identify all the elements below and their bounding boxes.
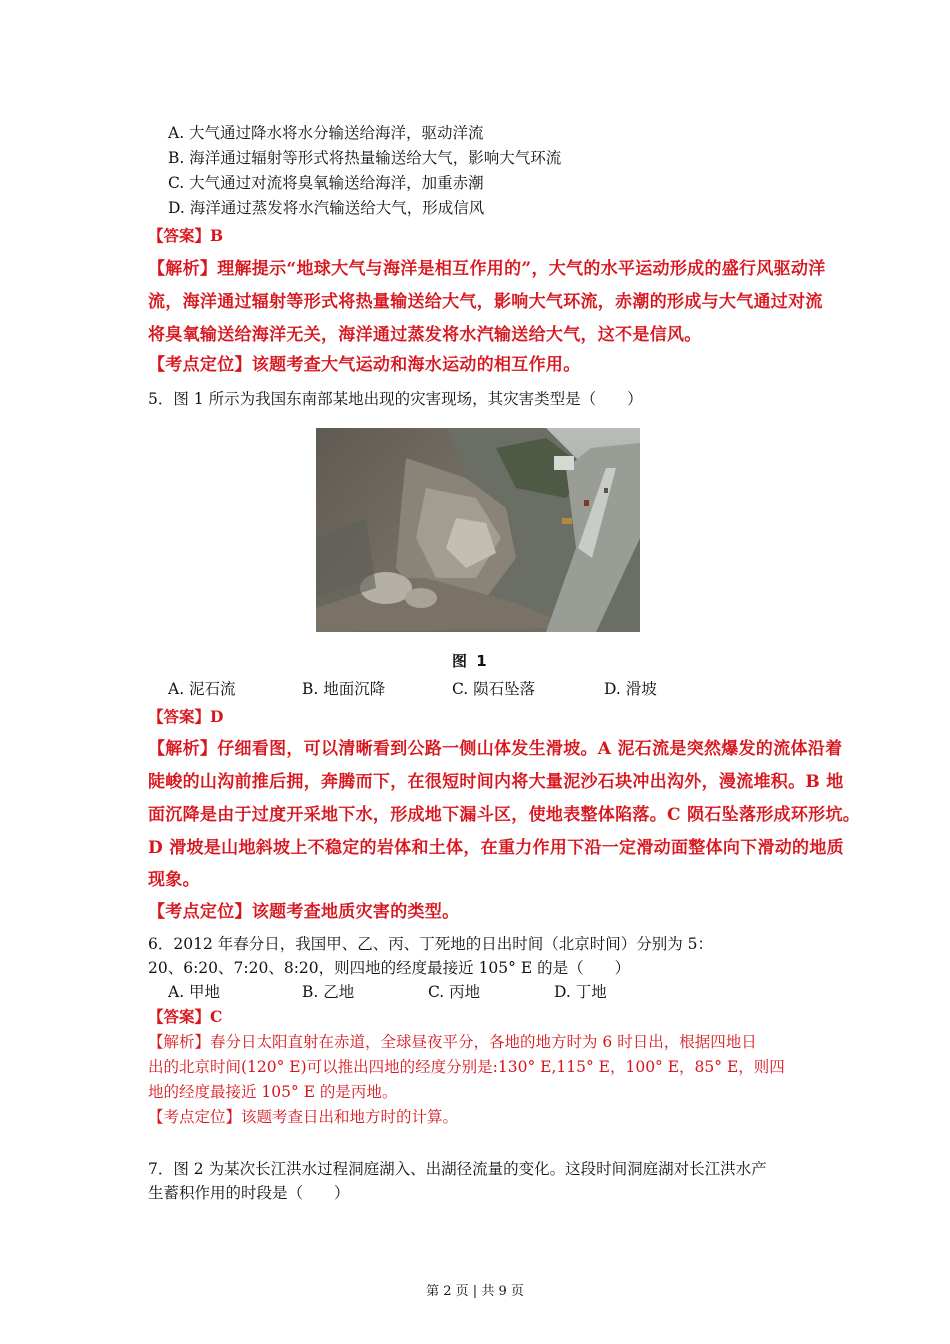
q4-option-d: D. 海洋通过蒸发将水汽输送给大气，形成信风	[168, 199, 485, 217]
q4-option-c: C. 大气通过对流将臭氧输送给海洋，加重赤潮	[168, 174, 484, 192]
q6-option-a: A. 甲地	[168, 983, 221, 1001]
q6-option-b: B. 乙地	[302, 983, 355, 1001]
page-footer: 第 2 页 | 共 9 页	[426, 1284, 524, 1299]
q4-answer: 【答案】B	[148, 226, 224, 245]
q4-option-a: A. 大气通过降水将水分输送给海洋，驱动洋流	[168, 124, 484, 142]
q6-analysis-line: 【解析】春分日太阳直射在赤道，全球昼夜平分，各地的地方时为 6 时日出，根据四地日	[148, 1033, 757, 1051]
q4-analysis-line: 流，海洋通过辐射等形式将热量输送给大气，影响大气环流，赤潮的形成与大气通过对流	[148, 292, 823, 312]
q5-analysis-line: 【解析】仔细看图，可以清晰看到公路一侧山体发生滑坡。A 泥石流是突然爆发的流体沿着	[148, 739, 843, 759]
landslide-photo	[316, 428, 640, 632]
q5-option-a: A. 泥石流	[168, 680, 236, 698]
q5-point: 【考点定位】该题考查地质灾害的类型。	[148, 902, 460, 922]
q4-point: 【考点定位】该题考查大气运动和海水运动的相互作用。	[148, 355, 581, 375]
q6-option-d: D. 丁地	[554, 983, 607, 1001]
q6-option-c: C. 丙地	[428, 983, 481, 1001]
q4-analysis-line: 将臭氧输送给海洋无关，海洋通过蒸发将水汽输送给大气，这不是信风。	[148, 325, 702, 345]
q6-analysis-line: 出的北京时间(120° E)可以推出四地的经度分别是:130° E,115° E，100° E，85° E，则四	[148, 1058, 785, 1076]
q6-answer: 【答案】C	[148, 1007, 223, 1026]
q5-option-c: C. 陨石坠落	[452, 680, 536, 698]
q6-analysis-line: 地的经度最接近 105° E 的是丙地。	[148, 1083, 398, 1101]
q5-analysis-line: 面沉降是由于过度开采地下水，形成地下漏斗区，使地表整体陷落。C 陨石坠落形成环形坑。	[148, 805, 861, 825]
q5-answer: 【答案】D	[148, 707, 224, 726]
figure-caption: 图 1	[452, 652, 489, 670]
q5-analysis-line: D 滑坡是山地斜坡上不稳定的岩体和土体，在重力作用下沿一定滑动面整体向下滑动的地质	[148, 838, 844, 858]
q4-analysis-line: 【解析】理解提示“地球大气与海洋是相互作用的”，大气的水平运动形成的盛行风驱动洋	[148, 259, 826, 279]
q7-question-line: 生蓄积作用的时段是（ ）	[148, 1184, 350, 1202]
q5-analysis-line: 陡峻的山沟前推后拥，奔腾而下，在很短时间内将大量泥沙石块冲出沟外，漫流堆积。B 地	[148, 772, 844, 792]
q5-question: 5．图 1 所示为我国东南部某地出现的灾害现场，其灾害类型是（ ）	[148, 390, 643, 408]
q5-analysis-line: 现象。	[148, 870, 200, 890]
q6-question-line: 6．2012 年春分日，我国甲、乙、丙、丁死地的日出时间（北京时间）分别为 5：	[148, 935, 714, 953]
q6-point: 【考点定位】该题考查日出和地方时的计算。	[148, 1108, 459, 1126]
q5-option-d: D. 滑坡	[604, 680, 657, 698]
q6-question-line: 20、6:20、7:20、8:20，则四地的经度最接近 105° E 的是（ ）	[148, 959, 631, 977]
q7-question-line: 7．图 2 为某次长江洪水过程洞庭湖入、出湖径流量的变化。这段时间洞庭湖对长江洪水产	[148, 1160, 767, 1178]
q5-option-b: B. 地面沉降	[302, 680, 386, 698]
q4-option-b: B. 海洋通过辐射等形式将热量输送给大气，影响大气环流	[168, 149, 562, 167]
